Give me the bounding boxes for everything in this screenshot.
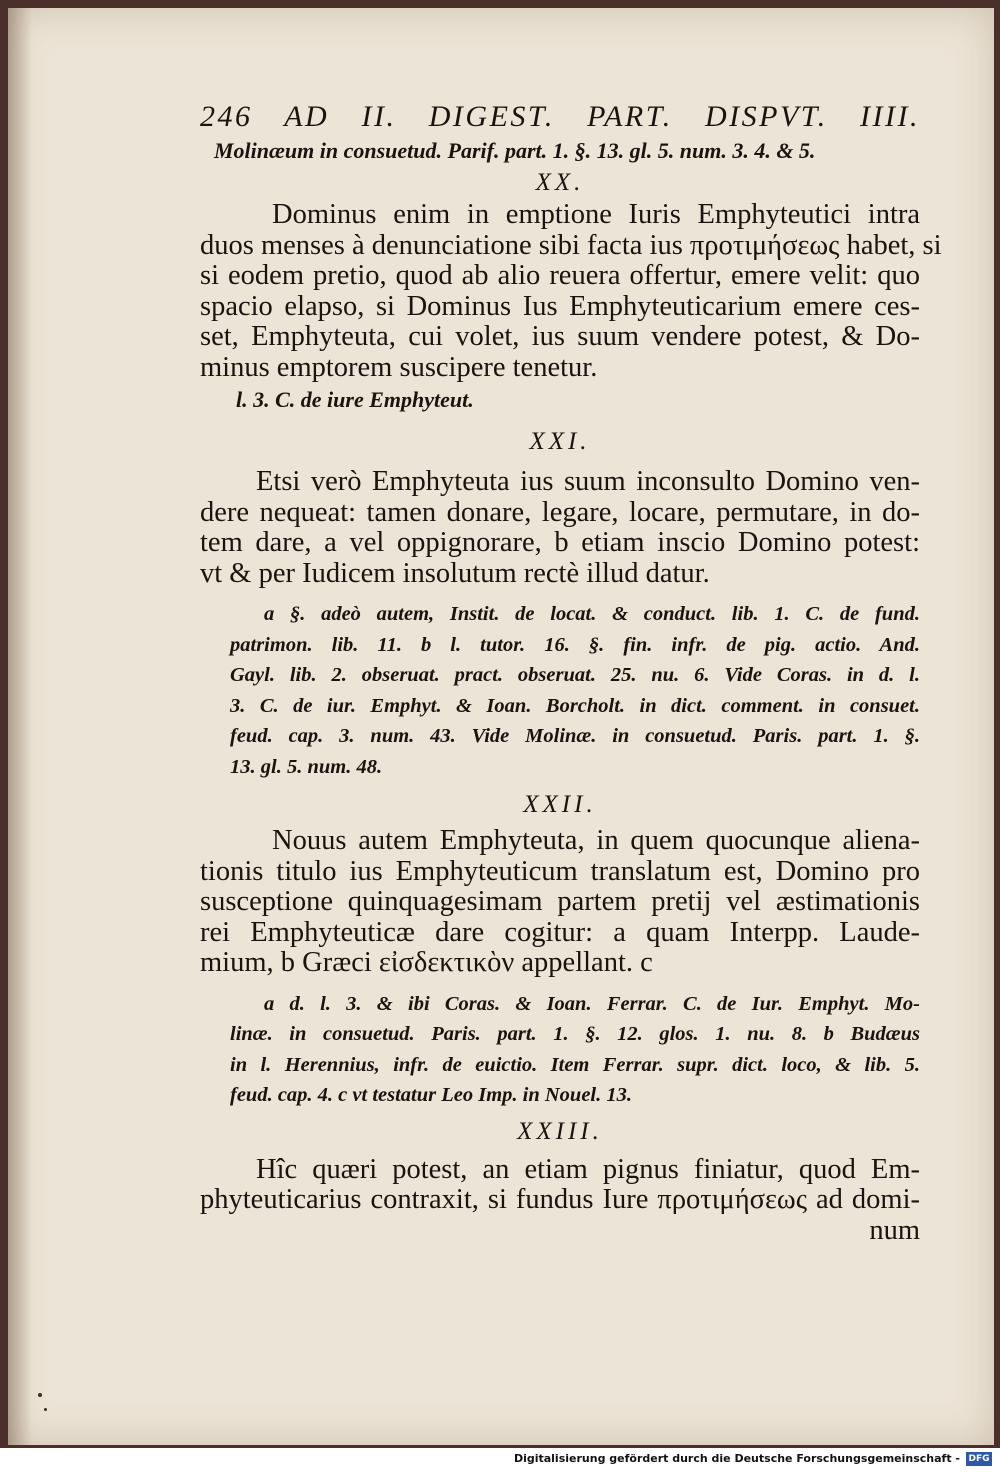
text-line: dere nequeat: tamen donare, legare, locare, permutare, in do- xyxy=(200,496,920,528)
text-line: si eodem pretio, quod ab alio reuera offertur, emere velit: quo xyxy=(200,260,920,291)
footnotes-21 xyxy=(200,599,920,782)
text-line: Nouus autem Emphyteuta, in quem quocunque aliena- xyxy=(272,825,920,856)
text-line: tem dare, a vel oppignorare, b etiam inscio Domino potest: xyxy=(200,527,920,558)
page-speck xyxy=(44,1408,47,1411)
text-line: susceptione quinquagesimam partem pretij vel æstimationis xyxy=(200,886,920,917)
note-line: linæ. in consuetud. Paris. part. 1. §. 12. glos. 1. nu. 8. b Budæus xyxy=(230,1023,920,1045)
text-line: vt & per Iudicem insolutum rectè illud datur. xyxy=(200,557,710,589)
text-line: set, Emphyteuta, cui volet, ius suum vendere potest, & Do- xyxy=(200,321,920,352)
footnotes-22 xyxy=(200,989,920,1111)
dfg-logo: DFG xyxy=(966,1452,992,1466)
note-line: feud. cap. 3. num. 43. Vide Molinæ. in consuetud. Paris. part. 1. §. xyxy=(230,725,920,747)
text-line: spacio elapso, si Dominus Ius Emphyteuticarium emere ces- xyxy=(200,290,920,322)
running-header xyxy=(200,100,920,134)
text-line: mium, b Græci εἰσδεκτικὸν appellant. c xyxy=(200,947,653,978)
text-line: minus emptorem suscipere tenetur. xyxy=(200,351,598,383)
note-line: a d. l. 3. & ibi Coras. & Ioan. Ferrar. C. de Iur. Emphyt. Mo- xyxy=(264,992,920,1015)
section-heading-21: XXI. xyxy=(529,428,591,455)
page-gutter-shadow xyxy=(8,8,32,1445)
note-line: 13. gl. 5. num. 48. xyxy=(230,755,383,778)
text-line: tionis titulo ius Emphyteuticum translatum est, Domino pro xyxy=(200,855,920,887)
text-line: Hîc quæri potest, an etiam pignus finiatur, quod Em- xyxy=(256,1153,920,1185)
note-line: Gayl. lib. 2. obseruat. pract. obseruat. 25. nu. 6. Vide Coras. in d. l. xyxy=(230,664,920,686)
digitization-footer xyxy=(0,1448,1000,1474)
footer-credit: Digitalisierung gefördert durch die Deutsche Forschungsgemeinschaft - xyxy=(513,1452,960,1465)
note-line: a §. adeò autem, Instit. de locat. & conduct. lib. 1. C. de fund. xyxy=(264,603,920,625)
citation-20: l. 3. C. de iure Emphyteut. xyxy=(236,387,474,412)
page-number: 246 xyxy=(200,100,253,133)
note-line: feud. cap. 4. c vt testatur Leo Imp. in Nouel. 13. xyxy=(230,1084,633,1106)
note-line: 3. C. de iur. Emphyt. & Ioan. Borcholt. in dict. comment. in consuet. xyxy=(230,694,920,717)
page-speck xyxy=(38,1393,42,1397)
text-line: phyteuticarius contraxit, si fundus Iure προτιμήσεως ad domi- xyxy=(200,1184,920,1215)
section-heading-20: XX. xyxy=(535,169,585,196)
note-line: patrimon. lib. 11. b l. tutor. 16. §. fin. infr. de pig. actio. And. xyxy=(230,633,920,656)
text-line: Etsi verò Emphyteuta ius suum inconsulto Domino ven- xyxy=(256,466,920,497)
section-heading-23: XXIII. xyxy=(517,1117,603,1145)
citation-top: Molinæum in consuetud. Parif. part. 1. §. 13. gl. 5. num. 3. 4. & 5. xyxy=(214,138,816,163)
text-line: Dominus enim in emptione Iuris Emphyteutici intra xyxy=(272,199,920,230)
text-line: duos menses à denunciatione sibi facta ius προτιμήσεως habet, si xyxy=(200,229,942,261)
running-title: AD II. DIGEST. PART. DISPVT. IIII. xyxy=(284,100,920,133)
catchword: num xyxy=(869,1214,920,1246)
note-line: in l. Herennius, infr. de euictio. Item Ferrar. supr. dict. loco, & lib. 5. xyxy=(230,1053,920,1076)
section-heading-22: XXII. xyxy=(523,791,597,818)
text-line: rei Emphyteuticæ dare cogitur: a quam Interpp. Laude- xyxy=(200,916,920,948)
page-text xyxy=(200,100,942,1246)
